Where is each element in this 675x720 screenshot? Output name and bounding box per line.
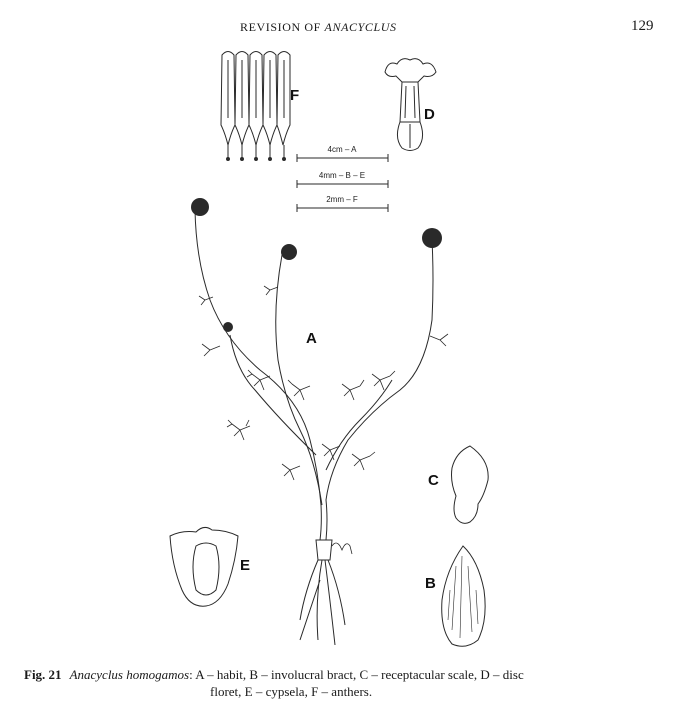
panel-label-e: E bbox=[240, 557, 251, 574]
scale-label-f: 2mm – F bbox=[326, 195, 358, 204]
figure-number: Fig. 21 bbox=[24, 667, 62, 682]
panel-label-d: D bbox=[424, 106, 435, 123]
flower-heads bbox=[191, 198, 442, 332]
anthers-illustration bbox=[221, 52, 290, 161]
foliage bbox=[199, 286, 448, 480]
involucral-bract-illustration bbox=[442, 546, 485, 646]
panel-label-c: C bbox=[428, 472, 439, 489]
panel-label-a: A bbox=[306, 330, 317, 347]
artist-signature bbox=[332, 543, 352, 554]
running-head-genus: ANACYCLUS bbox=[324, 20, 397, 34]
disc-floret-illustration bbox=[385, 59, 436, 151]
panel-label-f: F bbox=[290, 87, 300, 104]
scale-label-b-e: 4mm – B – E bbox=[318, 171, 366, 180]
receptacular-scale-illustration bbox=[452, 446, 489, 523]
cypsela-illustration bbox=[170, 527, 238, 606]
panel-label-b: B bbox=[425, 575, 436, 592]
habit-illustration bbox=[195, 210, 433, 645]
species-name: Anacyclus homogamos bbox=[69, 667, 190, 682]
page-number: 129 bbox=[631, 18, 654, 34]
scale-label-a: 4cm – A bbox=[327, 145, 357, 154]
figure-caption bbox=[24, 666, 654, 700]
caption-line-2: floret, E – cypsela, F – anthers. bbox=[210, 684, 373, 699]
running-head-prefix: REVISION OF bbox=[240, 20, 325, 34]
caption-line-1: : A – habit, B – involucral bract, C – receptacular scale, D – disc bbox=[189, 667, 524, 682]
